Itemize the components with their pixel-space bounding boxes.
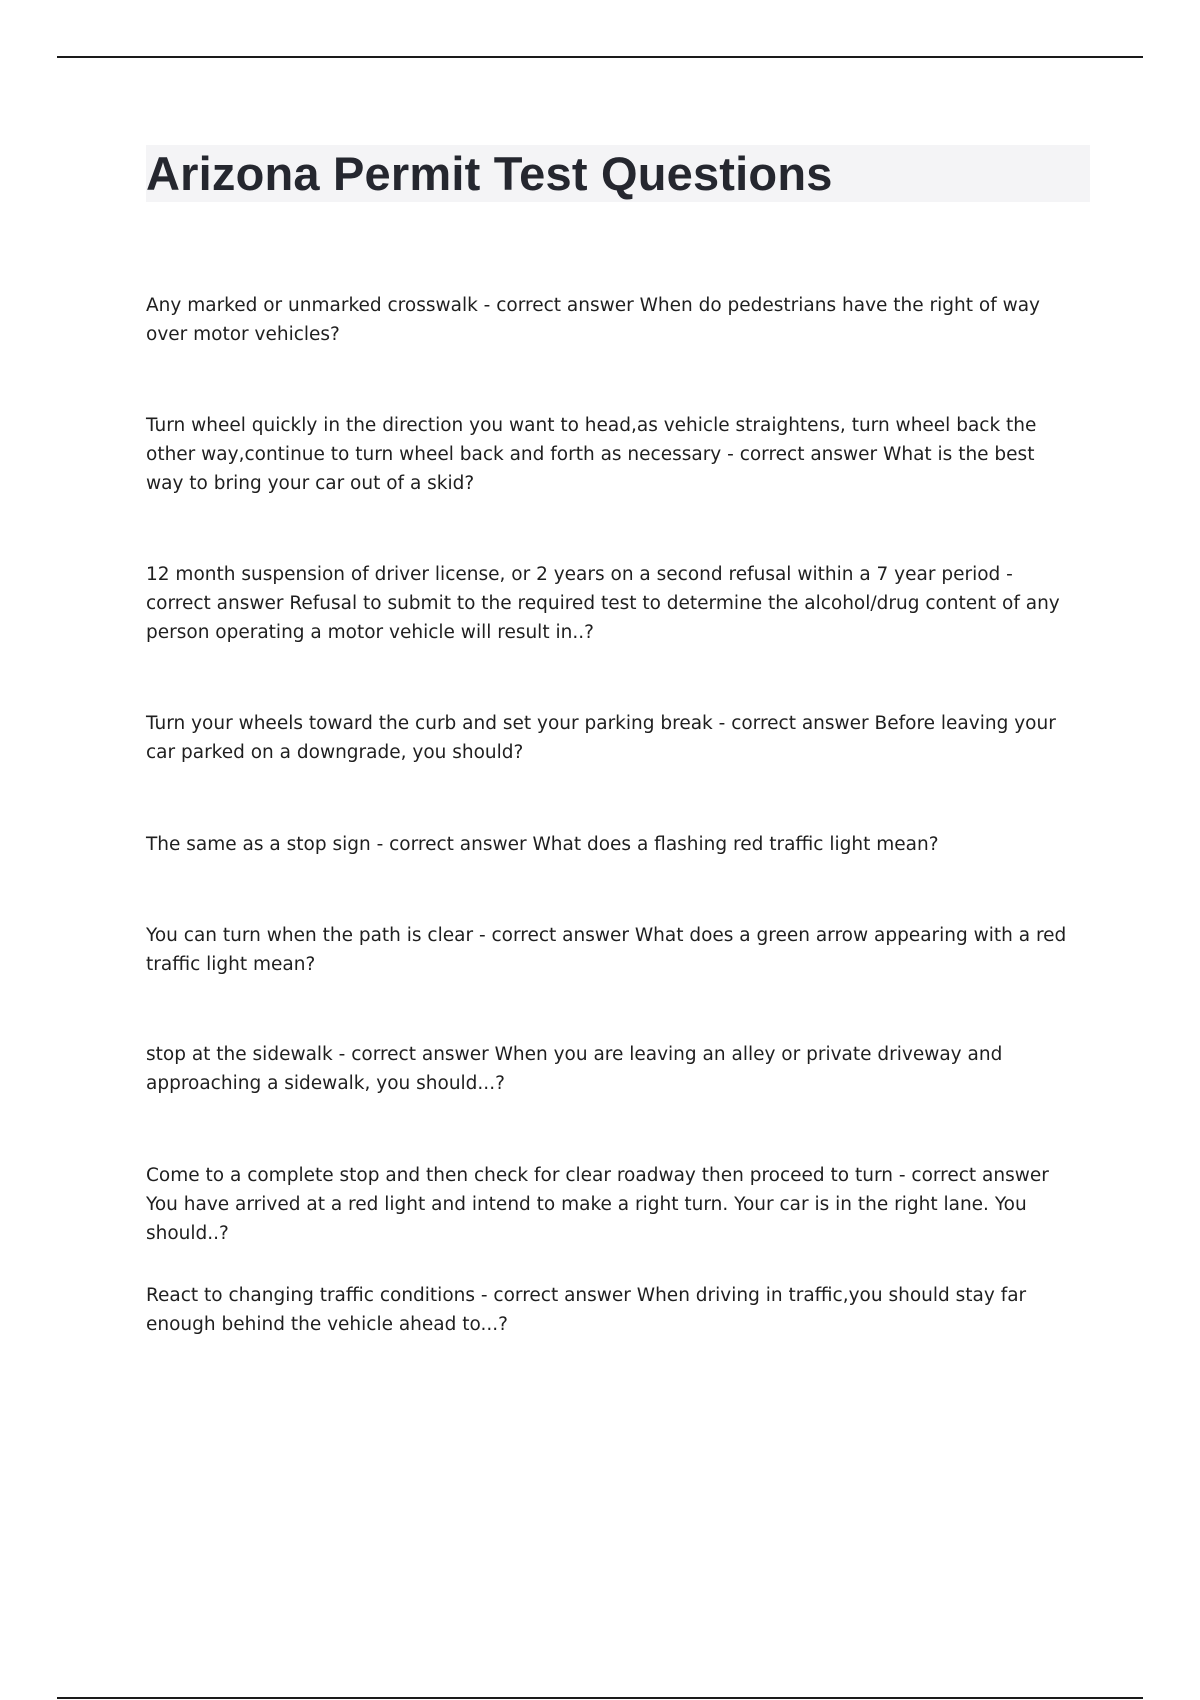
qa-item-7: stop at the sidewalk - correct answer When you are leaving an alley or private driveway and approaching a sidewalk, you should...?	[146, 1044, 1003, 1094]
qa-item-2: Turn wheel quickly in the direction you want to head,as vehicle straightens, turn wheel back the other way,continue to turn wheel back and forth as necessary - correct answer What is the best way to bring your car out of a skid?	[146, 415, 1037, 494]
qa-item-1: Any marked or unmarked crosswalk - correct answer When do pedestrians have the right of way over motor vehicles?	[146, 295, 1040, 345]
page-title: Arizona Permit Test Questions	[146, 147, 833, 200]
qa-item-4: Turn your wheels toward the curb and set your parking break - correct answer Before leaving your car parked on a downgrade, you should?	[146, 713, 1056, 763]
qa-item-6: You can turn when the path is clear - correct answer What does a green arrow appearing with a red traffic light mean?	[146, 925, 1067, 975]
top-divider	[57, 56, 1143, 58]
qa-item-9: React to changing traffic conditions - correct answer When driving in traffic,you should stay far enough behind the vehicle ahead to...?	[146, 1285, 1027, 1335]
bottom-divider	[57, 1697, 1143, 1699]
qa-item-8: Come to a complete stop and then check for clear roadway then proceed to turn - correct answer You have arrived at a red light and intend to make a right turn. Your car is in the right lane. You should..?	[146, 1165, 1049, 1244]
qa-item-3: 12 month suspension of driver license, or 2 years on a second refusal within a 7 year period - correct answer Refusal to submit to the required test to determine the alcohol/drug content of any person operating a motor vehicle will result in..?	[146, 564, 1060, 643]
qa-item-5: The same as a stop sign - correct answer What does a flashing red traffic light mean?	[146, 834, 939, 855]
